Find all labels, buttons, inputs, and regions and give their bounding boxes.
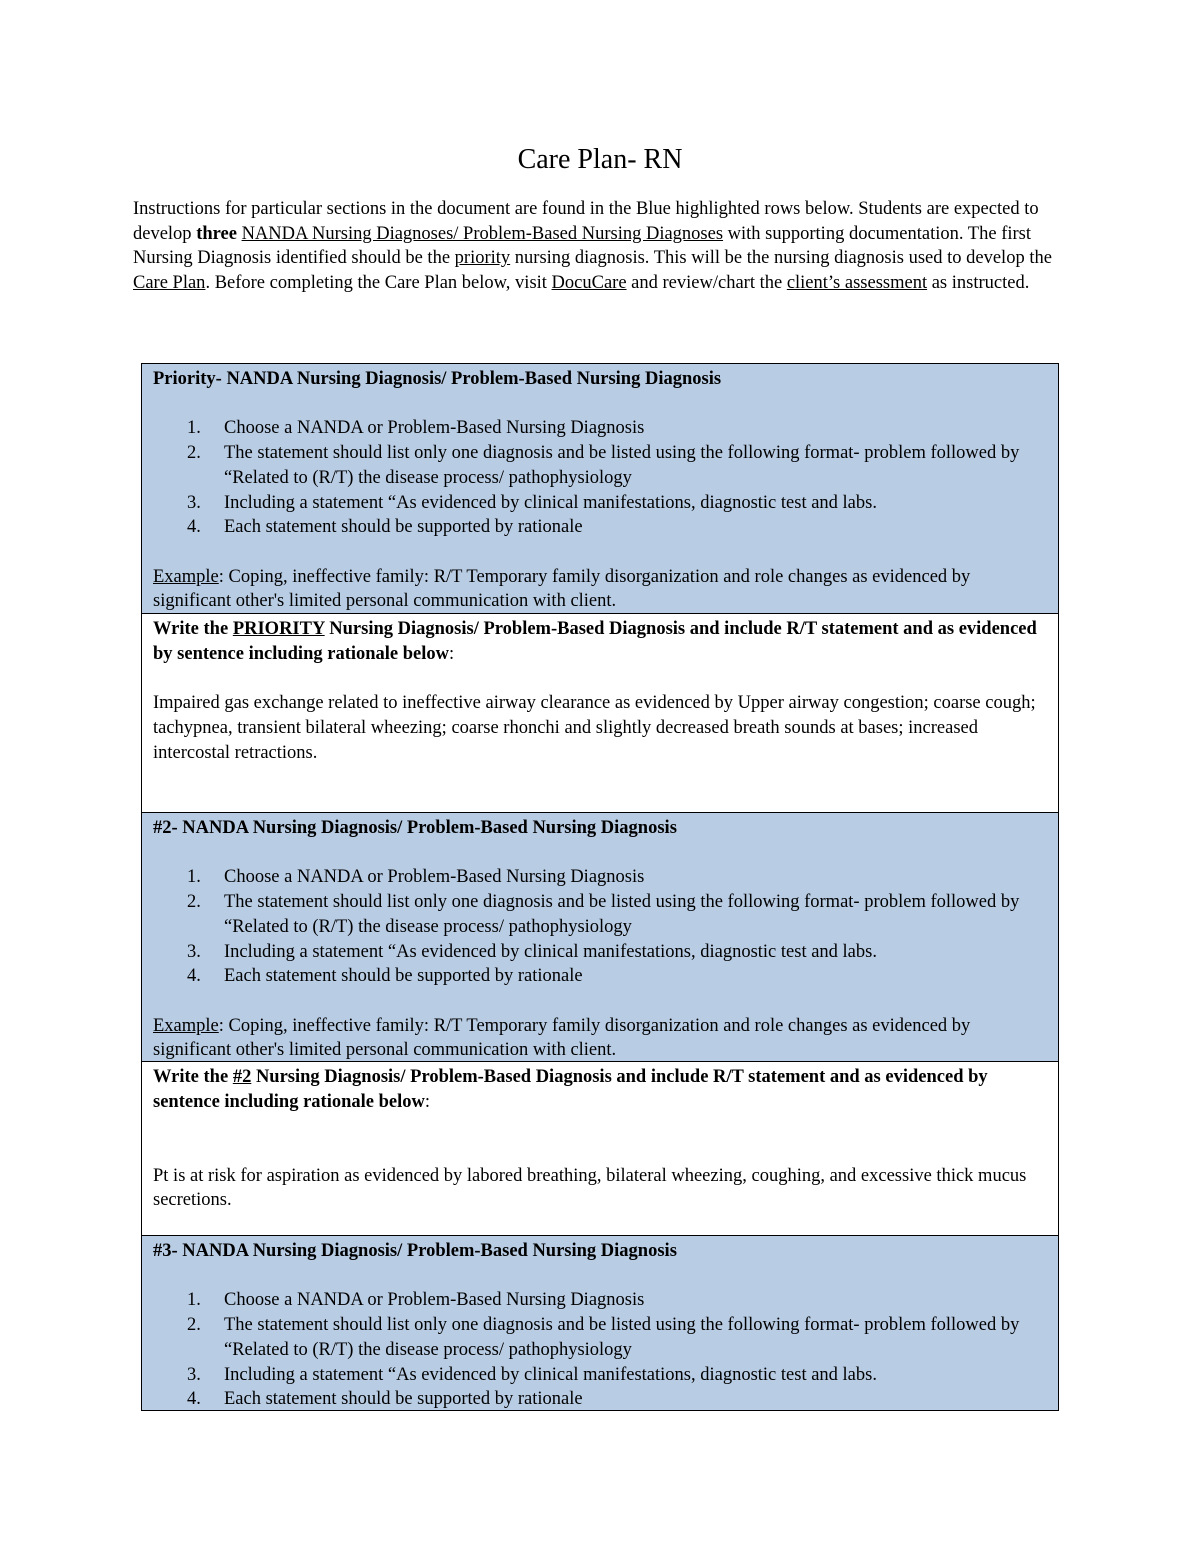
diagnosis-3-instructions-cell	[142, 1235, 1058, 1410]
instruction-list	[153, 1288, 1042, 1410]
answer-prompt: Write the #2 Nursing Diagnosis/ Problem-Based Diagnosis and include R/T statement and as evidenced by sentence including rationale below:	[153, 1067, 988, 1112]
list-item: 3. Including a statement “As evidenced by clinical manifestations, diagnostic test and labs.	[187, 1364, 877, 1385]
list-item: 4. Each statement should be supported by rationale	[187, 517, 583, 538]
intro-docucare: DocuCare	[551, 273, 627, 294]
diagnosis-2-instructions-cell	[142, 812, 1058, 1061]
example-label: Example	[153, 566, 219, 587]
section-heading: #2- NANDA Nursing Diagnosis/ Problem-Based Nursing Diagnosis	[153, 818, 677, 838]
answer-prompt: Write the PRIORITY Nursing Diagnosis/ Problem-Based Diagnosis and include R/T statement and as evidenced by sentence including rationale below:	[153, 619, 1037, 664]
list-item: 1. Choose a NANDA or Problem-Based Nursing Diagnosis	[187, 418, 645, 439]
care-plan-table	[141, 363, 1059, 1411]
list-item: 4. Each statement should be supported by rationale	[187, 1389, 583, 1410]
example-text: Example: Coping, ineffective family: R/T Temporary family disorganization and role changes as evidenced by significant other's limited personal communication with client.	[153, 566, 971, 612]
priority-answer-cell[interactable]	[142, 613, 1058, 812]
prompt-underlined: #2	[232, 1067, 252, 1087]
diagnosis-2-answer-cell[interactable]	[142, 1061, 1058, 1235]
intro-nanda-link: NANDA Nursing Diagnoses/ Problem-Based Nursing Diagnoses	[241, 223, 724, 244]
list-item: 3. Including a statement “As evidenced by clinical manifestations, diagnostic test and labs.	[187, 941, 877, 962]
list-item: 2. The statement should list only one diagnosis and be listed using the following format- problem followed by “Related to (R/T) the disease process/ pathophysiology	[187, 443, 1020, 488]
prompt-underlined: PRIORITY	[232, 619, 325, 639]
instruction-list	[153, 416, 1042, 540]
example-label: Example	[153, 1015, 219, 1036]
list-item: 2. The statement should list only one diagnosis and be listed using the following format- problem followed by “Related to (R/T) the disease process/ pathophysiology	[187, 892, 1020, 937]
list-item: 1. Choose a NANDA or Problem-Based Nursing Diagnosis	[187, 1290, 645, 1311]
list-item: 2. The statement should list only one diagnosis and be listed using the following format- problem followed by “Related to (R/T) the disease process/ pathophysiology	[187, 1315, 1020, 1360]
intro-paragraph: Instructions for particular sections in the document are found in the Blue highlighted rows below. Students are expected to develop three NANDA Nursing Diagnoses/ Problem-Based Nursing Diagnoses with supporting documentation. The first Nursing Diagnosis identified should be the priority nursing diagnosis. This will be the nursing diagnosis used to develop the Care Plan. Before completing the Care Plan below, visit DocuCare and review/chart the client’s assessment as instructed.	[133, 199, 1052, 294]
intro-priority: priority	[454, 248, 511, 269]
page-title: Care Plan- RN	[517, 144, 683, 175]
instruction-list	[153, 865, 1042, 989]
section-heading: Priority- NANDA Nursing Diagnosis/ Problem-Based Nursing Diagnosis	[153, 369, 722, 389]
section-heading: #3- NANDA Nursing Diagnosis/ Problem-Based Nursing Diagnosis	[153, 1241, 677, 1261]
list-item: 3. Including a statement “As evidenced by clinical manifestations, diagnostic test and labs.	[187, 492, 877, 513]
list-item: 1. Choose a NANDA or Problem-Based Nursing Diagnosis	[187, 867, 645, 888]
list-item: 4. Each statement should be supported by rationale	[187, 966, 583, 987]
intro-care-plan: Care Plan	[133, 273, 206, 294]
intro-client-assessment: client’s assessment	[786, 273, 928, 294]
answer-text[interactable]: Impaired gas exchange related to ineffective airway clearance as evidenced by Upper airway congestion; coarse cough; tachypnea, transient bilateral wheezing; coarse rhonchi and slightly decreased breath sounds at bases; increased intercostal retractions.	[153, 693, 1036, 763]
intro-bold-three: three	[196, 223, 237, 244]
example-text: Example: Coping, ineffective family: R/T Temporary family disorganization and role changes as evidenced by significant other's limited personal communication with client.	[153, 1015, 971, 1061]
answer-text[interactable]: Pt is at risk for aspiration as evidenced by labored breathing, bilateral wheezing, coughing, and excessive thick mucus secretions.	[153, 1165, 1027, 1211]
priority-instructions-cell	[142, 364, 1058, 613]
